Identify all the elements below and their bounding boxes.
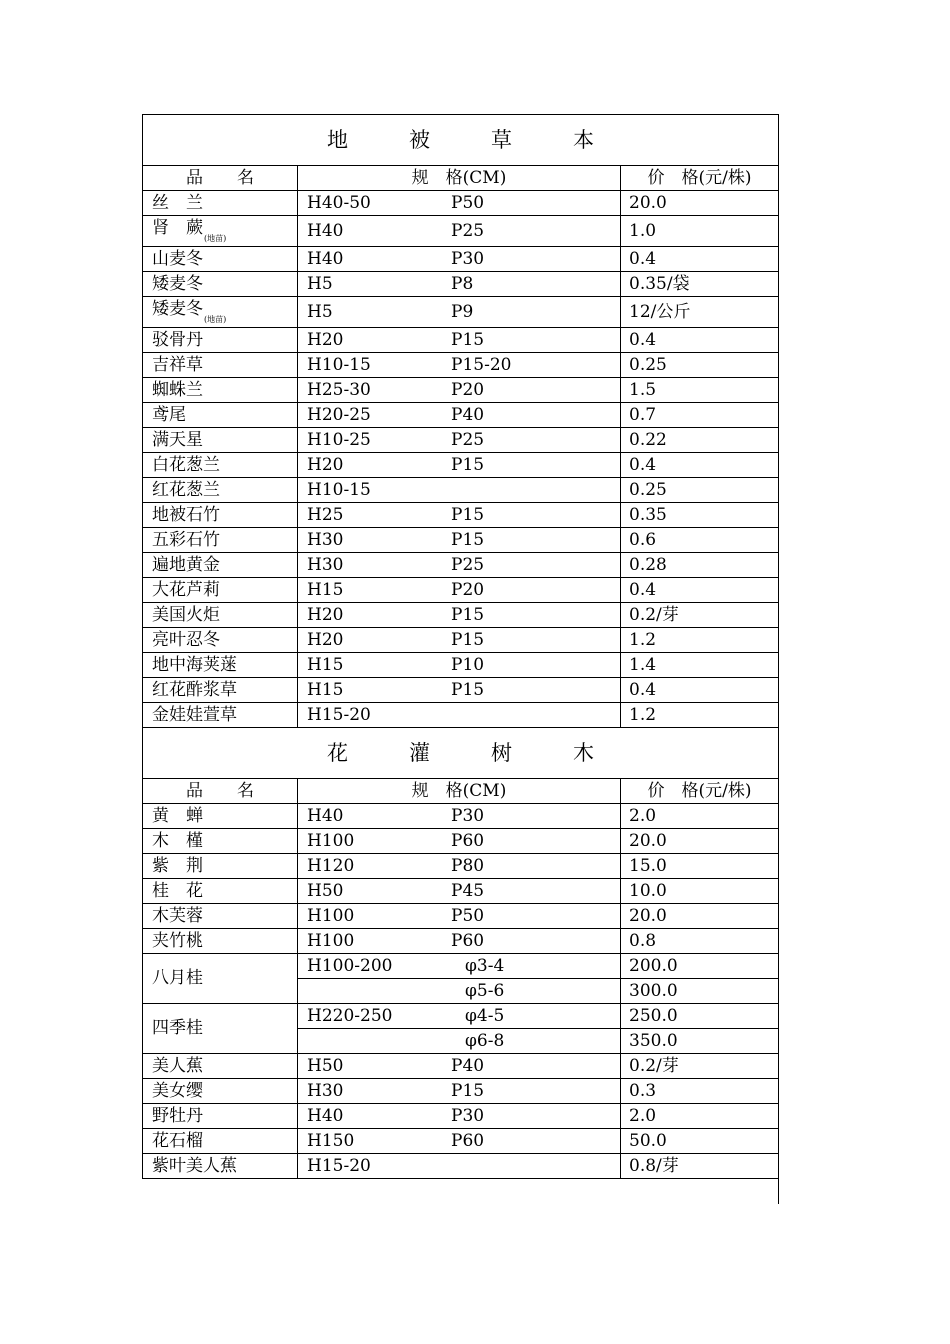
plant-name: 五彩石竹 — [152, 529, 220, 550]
plant-name-cell — [143, 653, 298, 678]
spec-spread: P15 — [451, 454, 485, 475]
spec-cell — [298, 804, 621, 829]
spec-spread: φ4-5 — [465, 1005, 505, 1026]
plant-name-cell — [143, 904, 298, 929]
plant-name-cell — [143, 1079, 298, 1104]
plant-name-cell — [143, 829, 298, 854]
spec-cell — [298, 904, 621, 929]
plant-name-cell — [143, 297, 298, 328]
price-cell: 2.0 — [621, 1104, 779, 1129]
plant-name: 蜘蛛兰 — [152, 379, 203, 400]
spec-height: H40 — [307, 220, 344, 241]
spec-cell — [298, 503, 621, 528]
spec-spread: P80 — [451, 855, 485, 876]
table-row — [143, 929, 779, 954]
plant-name: 矮麦冬 — [152, 273, 203, 294]
price-cell: 0.4 — [621, 578, 779, 603]
spec-cell — [298, 216, 621, 247]
price-cell: 200.0 — [621, 954, 779, 979]
table-row — [143, 1004, 779, 1029]
table-row — [143, 503, 779, 528]
spec-height: H15-20 — [307, 704, 371, 725]
spec-cell — [298, 703, 621, 728]
table-row — [143, 1054, 779, 1079]
spec-spread: P15 — [451, 504, 485, 525]
plant-name-cell — [143, 353, 298, 378]
plant-name: 丝 兰 — [152, 192, 203, 213]
table-row — [143, 829, 779, 854]
plant-name: 亮叶忍冬 — [152, 629, 220, 650]
plant-name: 遍地黄金 — [152, 554, 220, 575]
section-title-row — [143, 115, 779, 166]
price-cell: 0.2/芽 — [621, 603, 779, 628]
table-row — [143, 954, 779, 979]
price-cell: 10.0 — [621, 879, 779, 904]
spec-cell — [298, 628, 621, 653]
plant-name: 美人蕉 — [152, 1055, 203, 1076]
spec-height: H30 — [307, 1080, 344, 1101]
spec-spread: P60 — [451, 930, 485, 951]
spec-height: H30 — [307, 529, 344, 550]
spec-cell — [298, 478, 621, 503]
price-cell: 0.4 — [621, 328, 779, 353]
table-row — [143, 854, 779, 879]
plant-name-cell — [143, 191, 298, 216]
spec-spread: P30 — [451, 1105, 485, 1126]
plant-name-note: (地苗) — [204, 314, 227, 324]
spec-height: H40 — [307, 805, 344, 826]
plant-name-cell — [143, 1054, 298, 1079]
spec-spread: P20 — [451, 379, 485, 400]
header-price: 价 格(元/株) — [621, 166, 779, 191]
header-spec: 规 格(CM) — [298, 779, 621, 804]
spec-spread: P30 — [451, 248, 485, 269]
spec-spread: P50 — [451, 192, 485, 213]
plant-name: 美女缨 — [152, 1080, 203, 1101]
plant-name-cell — [143, 403, 298, 428]
price-cell: 0.8 — [621, 929, 779, 954]
spec-cell — [298, 1104, 621, 1129]
plant-name: 驳骨丹 — [152, 329, 203, 350]
spec-cell — [298, 1129, 621, 1154]
price-cell: 0.25 — [621, 478, 779, 503]
spec-height: H15 — [307, 679, 344, 700]
plant-name-cell — [143, 247, 298, 272]
plant-name: 美国火炬 — [152, 604, 220, 625]
plant-name-cell — [143, 1004, 298, 1054]
table-row — [143, 804, 779, 829]
table-row — [143, 1154, 779, 1179]
table-row — [143, 678, 779, 703]
spec-spread: P25 — [451, 429, 485, 450]
spec-height: H10-15 — [307, 479, 371, 500]
header-price: 价 格(元/株) — [621, 779, 779, 804]
plant-name-cell — [143, 854, 298, 879]
price-cell: 20.0 — [621, 829, 779, 854]
plant-name-cell — [143, 378, 298, 403]
table-row — [143, 247, 779, 272]
spec-height: H50 — [307, 1055, 344, 1076]
spec-height: H10-25 — [307, 429, 371, 450]
table-row — [143, 703, 779, 728]
price-cell: 1.4 — [621, 653, 779, 678]
right-border-line — [778, 114, 779, 1204]
spec-cell — [298, 1004, 621, 1029]
spec-cell — [298, 879, 621, 904]
spec-height: H100 — [307, 905, 355, 926]
plant-name-cell — [143, 628, 298, 653]
spec-height: H15 — [307, 579, 344, 600]
column-header-row — [143, 166, 779, 191]
spec-spread: P50 — [451, 905, 485, 926]
plant-name: 八月桂 — [152, 968, 203, 988]
header-spec: 规 格(CM) — [298, 166, 621, 191]
price-cell: 0.2/芽 — [621, 1054, 779, 1079]
spec-height: H20 — [307, 629, 344, 650]
spec-spread: P15 — [451, 1080, 485, 1101]
table-row — [143, 297, 779, 328]
price-cell: 1.5 — [621, 378, 779, 403]
plant-name-cell — [143, 553, 298, 578]
spec-spread: φ3-4 — [465, 955, 505, 976]
spec-cell — [298, 297, 621, 328]
plant-name: 紫叶美人蕉 — [152, 1155, 237, 1176]
spec-height: H20 — [307, 604, 344, 625]
section-title: 花 灌 树 木 — [143, 728, 779, 779]
spec-cell — [298, 1029, 621, 1054]
plant-name: 鸢尾 — [152, 404, 186, 425]
plant-name: 桂 花 — [152, 880, 203, 901]
spec-cell — [298, 1154, 621, 1179]
plant-name-cell — [143, 528, 298, 553]
header-name: 品 名 — [143, 166, 298, 191]
plant-name-cell — [143, 503, 298, 528]
price-cell: 0.8/芽 — [621, 1154, 779, 1179]
spec-cell — [298, 1079, 621, 1104]
price-cell: 0.4 — [621, 678, 779, 703]
plant-name: 红花葱兰 — [152, 479, 220, 500]
spec-spread: P30 — [451, 805, 485, 826]
spec-spread: P40 — [451, 404, 485, 425]
spec-spread: P15 — [451, 329, 485, 350]
spec-cell — [298, 191, 621, 216]
spec-cell — [298, 854, 621, 879]
plant-name: 大花芦莉 — [152, 579, 220, 600]
table-row — [143, 353, 779, 378]
table-row — [143, 628, 779, 653]
plant-name: 夹竹桃 — [152, 930, 203, 951]
spec-height: H40-50 — [307, 192, 371, 213]
price-cell: 250.0 — [621, 1004, 779, 1029]
spec-spread: P60 — [451, 1130, 485, 1151]
plant-name-cell — [143, 954, 298, 1004]
plant-name: 地中海荚蒾 — [152, 654, 237, 675]
spec-height: H40 — [307, 1105, 344, 1126]
spec-cell — [298, 603, 621, 628]
price-cell: 1.2 — [621, 703, 779, 728]
table-row — [143, 328, 779, 353]
plant-name-cell — [143, 1104, 298, 1129]
spec-height: H150 — [307, 1130, 355, 1151]
spec-height — [307, 1033, 451, 1050]
spec-height: H20 — [307, 454, 344, 475]
plant-name-cell — [143, 428, 298, 453]
price-cell: 1.2 — [621, 628, 779, 653]
spec-cell — [298, 353, 621, 378]
price-cell: 0.4 — [621, 453, 779, 478]
table-row — [143, 603, 779, 628]
spec-spread: P40 — [451, 1055, 485, 1076]
table-row — [143, 1079, 779, 1104]
price-list-table — [142, 114, 779, 1179]
price-cell: 2.0 — [621, 804, 779, 829]
table-row — [143, 403, 779, 428]
price-cell: 50.0 — [621, 1129, 779, 1154]
plant-name-cell — [143, 678, 298, 703]
plant-name-cell — [143, 453, 298, 478]
spec-cell — [298, 1054, 621, 1079]
spec-spread: φ5-6 — [465, 980, 505, 1001]
spec-height — [307, 983, 451, 1000]
plant-name: 四季桂 — [152, 1018, 203, 1038]
spec-spread: P45 — [451, 880, 485, 901]
spec-spread: φ6-8 — [465, 1030, 505, 1051]
price-cell: 350.0 — [621, 1029, 779, 1054]
spec-height: H30 — [307, 554, 344, 575]
spec-height: H100 — [307, 930, 355, 951]
plant-name: 地被石竹 — [152, 504, 220, 525]
plant-name-cell — [143, 603, 298, 628]
plant-name: 黄 蝉 — [152, 805, 203, 826]
plant-name-cell — [143, 703, 298, 728]
spec-cell — [298, 929, 621, 954]
plant-name: 山麦冬 — [152, 248, 203, 269]
table-row — [143, 216, 779, 247]
table-row — [143, 904, 779, 929]
price-cell: 0.4 — [621, 247, 779, 272]
spec-spread: P10 — [451, 654, 485, 675]
spec-cell — [298, 553, 621, 578]
price-cell: 12/公斤 — [621, 297, 779, 328]
spec-height: H25-30 — [307, 379, 371, 400]
spec-cell — [298, 528, 621, 553]
spec-spread: P15-20 — [451, 354, 512, 375]
table-row — [143, 879, 779, 904]
spec-height: H15-20 — [307, 1155, 371, 1176]
spec-height: H20-25 — [307, 404, 371, 425]
spec-height: H100 — [307, 830, 355, 851]
section-title: 地 被 草 本 — [143, 115, 779, 166]
spec-height: H5 — [307, 273, 333, 294]
price-cell: 0.28 — [621, 553, 779, 578]
price-cell: 20.0 — [621, 904, 779, 929]
table-row — [143, 1104, 779, 1129]
plant-name-cell — [143, 1129, 298, 1154]
spec-spread: P20 — [451, 579, 485, 600]
spec-spread: P15 — [451, 529, 485, 550]
price-cell: 0.35 — [621, 503, 779, 528]
table-row — [143, 272, 779, 297]
price-cell: 1.0 — [621, 216, 779, 247]
price-cell: 0.35/袋 — [621, 272, 779, 297]
spec-cell — [298, 403, 621, 428]
spec-spread: P15 — [451, 629, 485, 650]
spec-cell — [298, 578, 621, 603]
plant-name: 肾 蕨 — [152, 217, 203, 238]
column-header-row — [143, 779, 779, 804]
spec-height: H15 — [307, 654, 344, 675]
spec-cell — [298, 653, 621, 678]
spec-spread: P8 — [451, 273, 474, 294]
spec-height: H120 — [307, 855, 355, 876]
plant-name-cell — [143, 804, 298, 829]
price-cell: 300.0 — [621, 979, 779, 1004]
spec-height: H100-200 — [307, 955, 393, 976]
price-cell: 0.7 — [621, 403, 779, 428]
spec-height: H25 — [307, 504, 344, 525]
spec-height: H10-15 — [307, 354, 371, 375]
table-row — [143, 1129, 779, 1154]
plant-name-cell — [143, 578, 298, 603]
section-title-row — [143, 728, 779, 779]
spec-cell — [298, 428, 621, 453]
spec-cell — [298, 453, 621, 478]
plant-name: 花石榴 — [152, 1130, 203, 1151]
plant-name-cell — [143, 478, 298, 503]
spec-cell — [298, 678, 621, 703]
price-cell: 0.3 — [621, 1079, 779, 1104]
spec-cell — [298, 272, 621, 297]
plant-name: 满天星 — [152, 429, 203, 450]
plant-name: 野牡丹 — [152, 1105, 203, 1126]
plant-name: 紫 荆 — [152, 855, 203, 876]
spec-spread: P9 — [451, 301, 474, 322]
spec-height: H20 — [307, 329, 344, 350]
plant-name: 吉祥草 — [152, 354, 203, 375]
spec-spread: P15 — [451, 604, 485, 625]
spec-spread: P15 — [451, 679, 485, 700]
price-cell: 20.0 — [621, 191, 779, 216]
spec-spread: P60 — [451, 830, 485, 851]
plant-name-note: (地苗) — [204, 233, 227, 243]
plant-name-cell — [143, 879, 298, 904]
price-cell: 0.25 — [621, 353, 779, 378]
spec-height: H40 — [307, 248, 344, 269]
plant-name: 白花葱兰 — [152, 454, 220, 475]
plant-name: 金娃娃萱草 — [152, 704, 237, 725]
spec-spread: P25 — [451, 554, 485, 575]
table-row — [143, 453, 779, 478]
price-cell: 0.6 — [621, 528, 779, 553]
table-row — [143, 428, 779, 453]
price-cell: 0.22 — [621, 428, 779, 453]
spec-cell — [298, 378, 621, 403]
spec-height: H50 — [307, 880, 344, 901]
spec-cell — [298, 247, 621, 272]
plant-name: 木芙蓉 — [152, 905, 203, 926]
header-name: 品 名 — [143, 779, 298, 804]
spec-cell — [298, 328, 621, 353]
table-row — [143, 553, 779, 578]
plant-name-cell — [143, 1154, 298, 1179]
plant-name: 矮麦冬 — [152, 298, 203, 319]
plant-name-cell — [143, 272, 298, 297]
plant-name: 红花酢浆草 — [152, 679, 237, 700]
spec-height: H220-250 — [307, 1005, 393, 1026]
spec-cell — [298, 829, 621, 854]
spec-height: H5 — [307, 301, 333, 322]
spec-spread: P25 — [451, 220, 485, 241]
spec-cell — [298, 954, 621, 979]
plant-name-cell — [143, 929, 298, 954]
table-row — [143, 528, 779, 553]
price-cell: 15.0 — [621, 854, 779, 879]
plant-name-cell — [143, 328, 298, 353]
table-row — [143, 378, 779, 403]
table-row — [143, 653, 779, 678]
table-row — [143, 478, 779, 503]
table-row — [143, 578, 779, 603]
plant-name-cell — [143, 216, 298, 247]
table-row — [143, 191, 779, 216]
spec-cell — [298, 979, 621, 1004]
plant-name: 木 槿 — [152, 830, 203, 851]
